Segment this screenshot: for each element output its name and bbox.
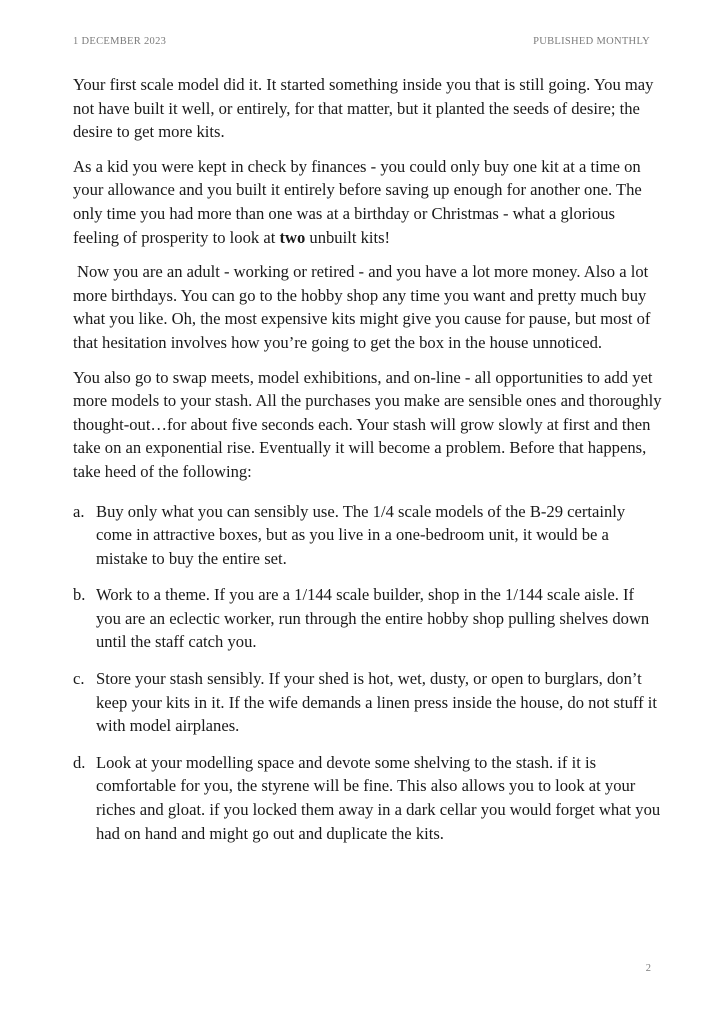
emphasis-two: two <box>279 227 306 247</box>
list-marker: d. <box>73 752 86 772</box>
list-item <box>73 500 663 571</box>
list-item-text: Look at your modelling space and devote some shelving to the stash. if it is comfortable for you, the styrene will be fine. This also allows you to look at your riches and gloat. if you locked them away in a dark cellar you would forget what you had on hand and might go out and duplicate the kits. <box>96 752 661 843</box>
list-marker: b. <box>73 585 86 605</box>
list-marker: c. <box>73 669 85 689</box>
page-header <box>73 36 650 47</box>
paragraph-2 <box>73 155 663 249</box>
list-item <box>73 583 663 654</box>
paragraph-2-text-a: As a kid you were kept in check by finances - you could only buy one kit at a time on your allowance and you built it entirely before saving up enough for another one. The only time you had more than one was at a birthday or Christmas - what a glorious feeling of prosperity to look at <box>73 156 642 247</box>
publication-frequency: PUBLISHED MONTHLY <box>533 36 650 47</box>
paragraph-2-text-b: unbuilt kits! <box>305 227 391 247</box>
issue-date: 1 DECEMBER 2023 <box>73 36 167 47</box>
page-number: 2 <box>645 963 651 974</box>
list-item <box>73 667 663 738</box>
advice-list <box>73 500 663 846</box>
list-item-text: Buy only what you can sensibly use. The 1/4 scale models of the B-29 certainly come in attractive boxes, but as you live in a one-bedroom unit, it would be a mistake to buy the entire set. <box>96 501 626 568</box>
list-marker: a. <box>73 501 85 521</box>
list-item-text: Store your stash sensibly. If your shed is hot, wet, dusty, or open to burglars, don’t keep your kits in it. If the wife demands a linen press inside the house, do not stuff it with model airplanes. <box>96 669 658 736</box>
list-item <box>73 751 663 845</box>
article-body <box>73 73 663 858</box>
paragraph-3: Now you are an adult - working or retired - and you have a lot more money. Also a lot more birthdays. You can go to the hobby shop any time you want and pretty much buy what you like. Oh, the most expensive kits might give you cause for pause, but most of that hesitation involves how you’re going to get the box in the house unnoticed. <box>73 262 651 352</box>
paragraph-4: You also go to swap meets, model exhibitions, and on-line - all opportunities to add yet more models to your stash. All the purchases you make are sensible ones and thoroughly thought-out…for about five seconds each. Your stash will grow slowly at first and then take on an exponential rise. Eventually it will become a problem. Before that happens, take heed of the following: <box>73 367 662 481</box>
list-item-text: Work to a theme. If you are a 1/144 scale builder, shop in the 1/144 scale aisle. If you are an eclectic worker, run through the entire hobby shop pulling shelves down until the staff catch you. <box>96 585 650 652</box>
paragraph-1: Your first scale model did it. It started something inside you that is still going. You may not have built it well, or entirely, for that matter, but it planted the seeds of desire; the desire to get more kits. <box>73 75 654 142</box>
